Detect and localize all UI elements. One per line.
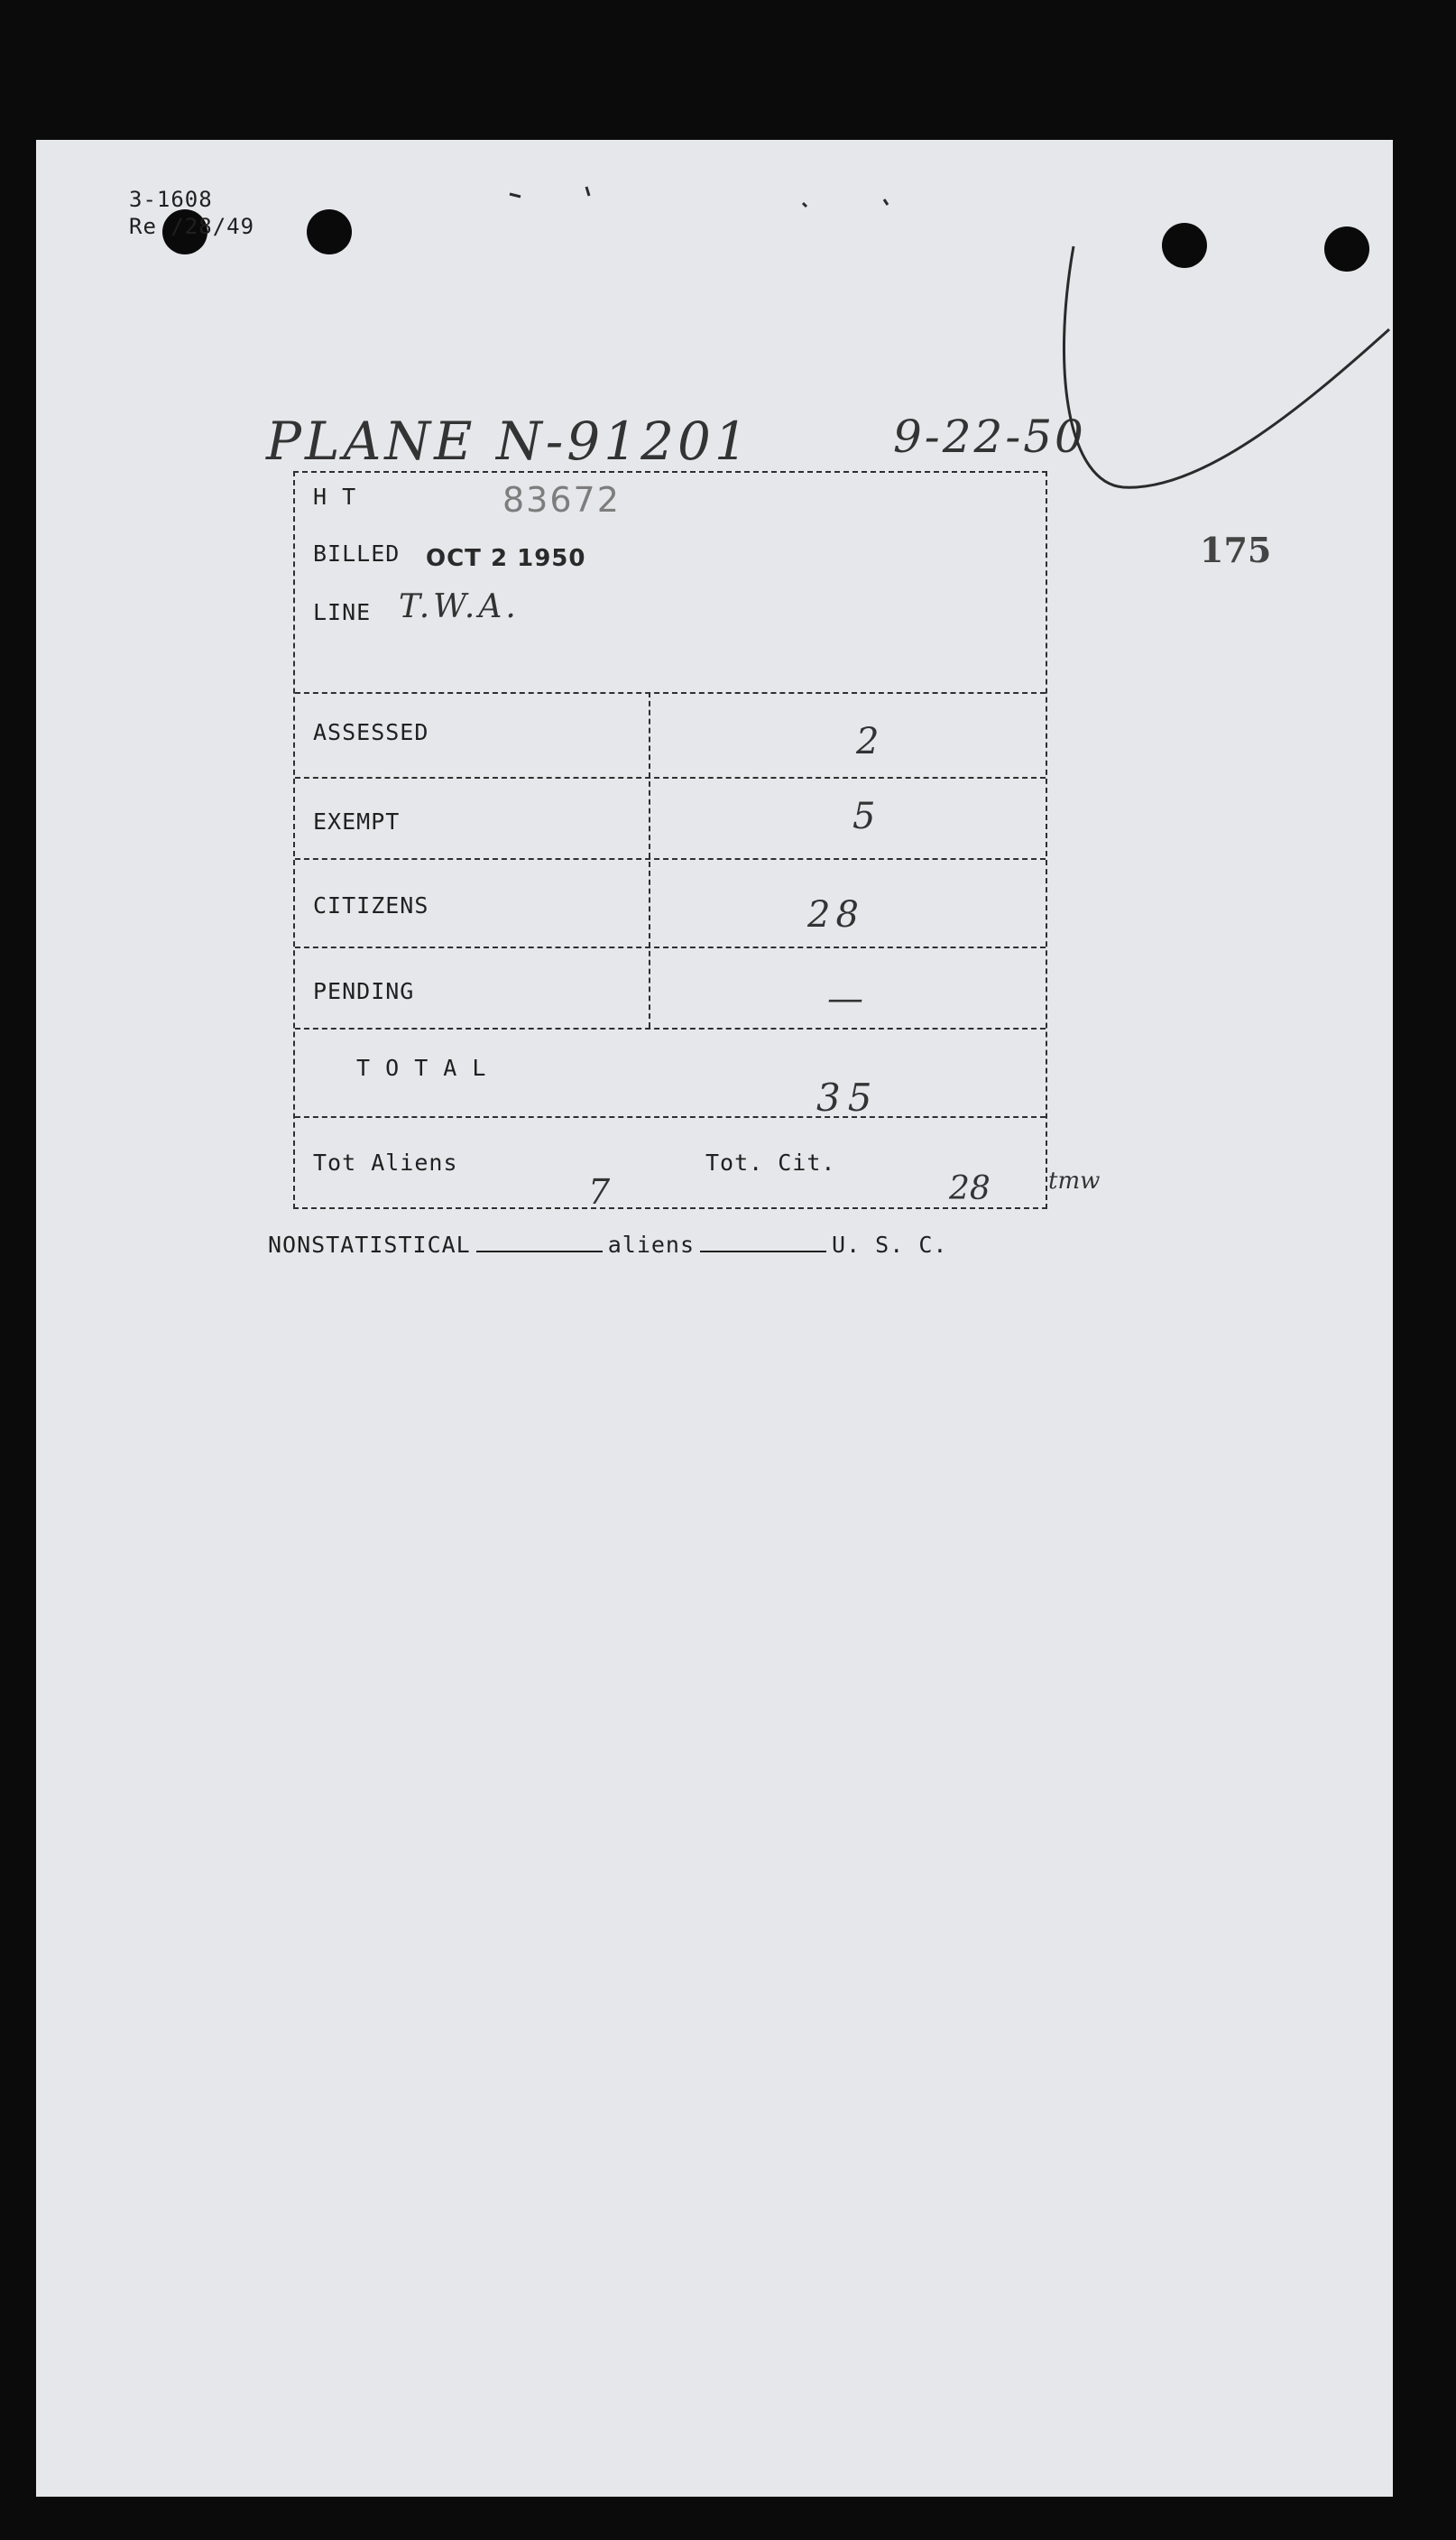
plane-number: PLANE N-91201 [266,411,751,472]
page-number: 175 [1200,530,1272,570]
aliens-label: aliens [607,1232,696,1258]
aliens-blank [700,1251,826,1252]
usc-label: U. S. C. [832,1232,948,1258]
line-value: T.W.A. [399,588,520,625]
exempt-value: 5 [852,796,876,837]
assessed-value: 2 [856,721,880,762]
total-label: T O T A L [356,1055,487,1081]
pending-value: — [827,978,863,1020]
tot-aliens-value: 7 [588,1172,611,1212]
ht-number: 83672 [502,480,621,520]
tot-cit-label: Tot. Cit. [705,1150,836,1176]
tot-aliens-label: Tot Aliens [313,1150,458,1176]
citizens-label: CITIZENS [313,892,429,919]
billed-label: BILLED [313,540,401,567]
tot-cit-value: 28 [949,1170,991,1207]
total-value: 35 [816,1076,880,1120]
document-page [36,140,1393,2497]
flight-date: 9-22-50 [893,411,1086,463]
nonstatistical-label: NONSTATISTICAL [268,1232,471,1258]
revision-date: Re /28/49 [129,214,255,239]
assessed-label: ASSESSED [313,719,429,745]
divider [295,1028,1046,1030]
citizens-value: 28 [807,894,864,936]
pending-label: PENDING [313,978,415,1004]
footer-line [268,1232,947,1258]
line-label: LINE [313,599,372,625]
divider [295,777,1046,779]
divider [295,1116,1046,1118]
clerk-initials: tmw [1048,1168,1101,1195]
ht-label: H T [313,484,357,510]
divider [295,947,1046,948]
exempt-label: EXEMPT [313,808,401,835]
pen-mark-stroke [36,140,1393,771]
billed-date-stamp: OCT 2 1950 [426,545,586,572]
form-number: 3-1608 [129,187,213,212]
divider [295,858,1046,860]
nonstatistical-blank [476,1251,603,1252]
